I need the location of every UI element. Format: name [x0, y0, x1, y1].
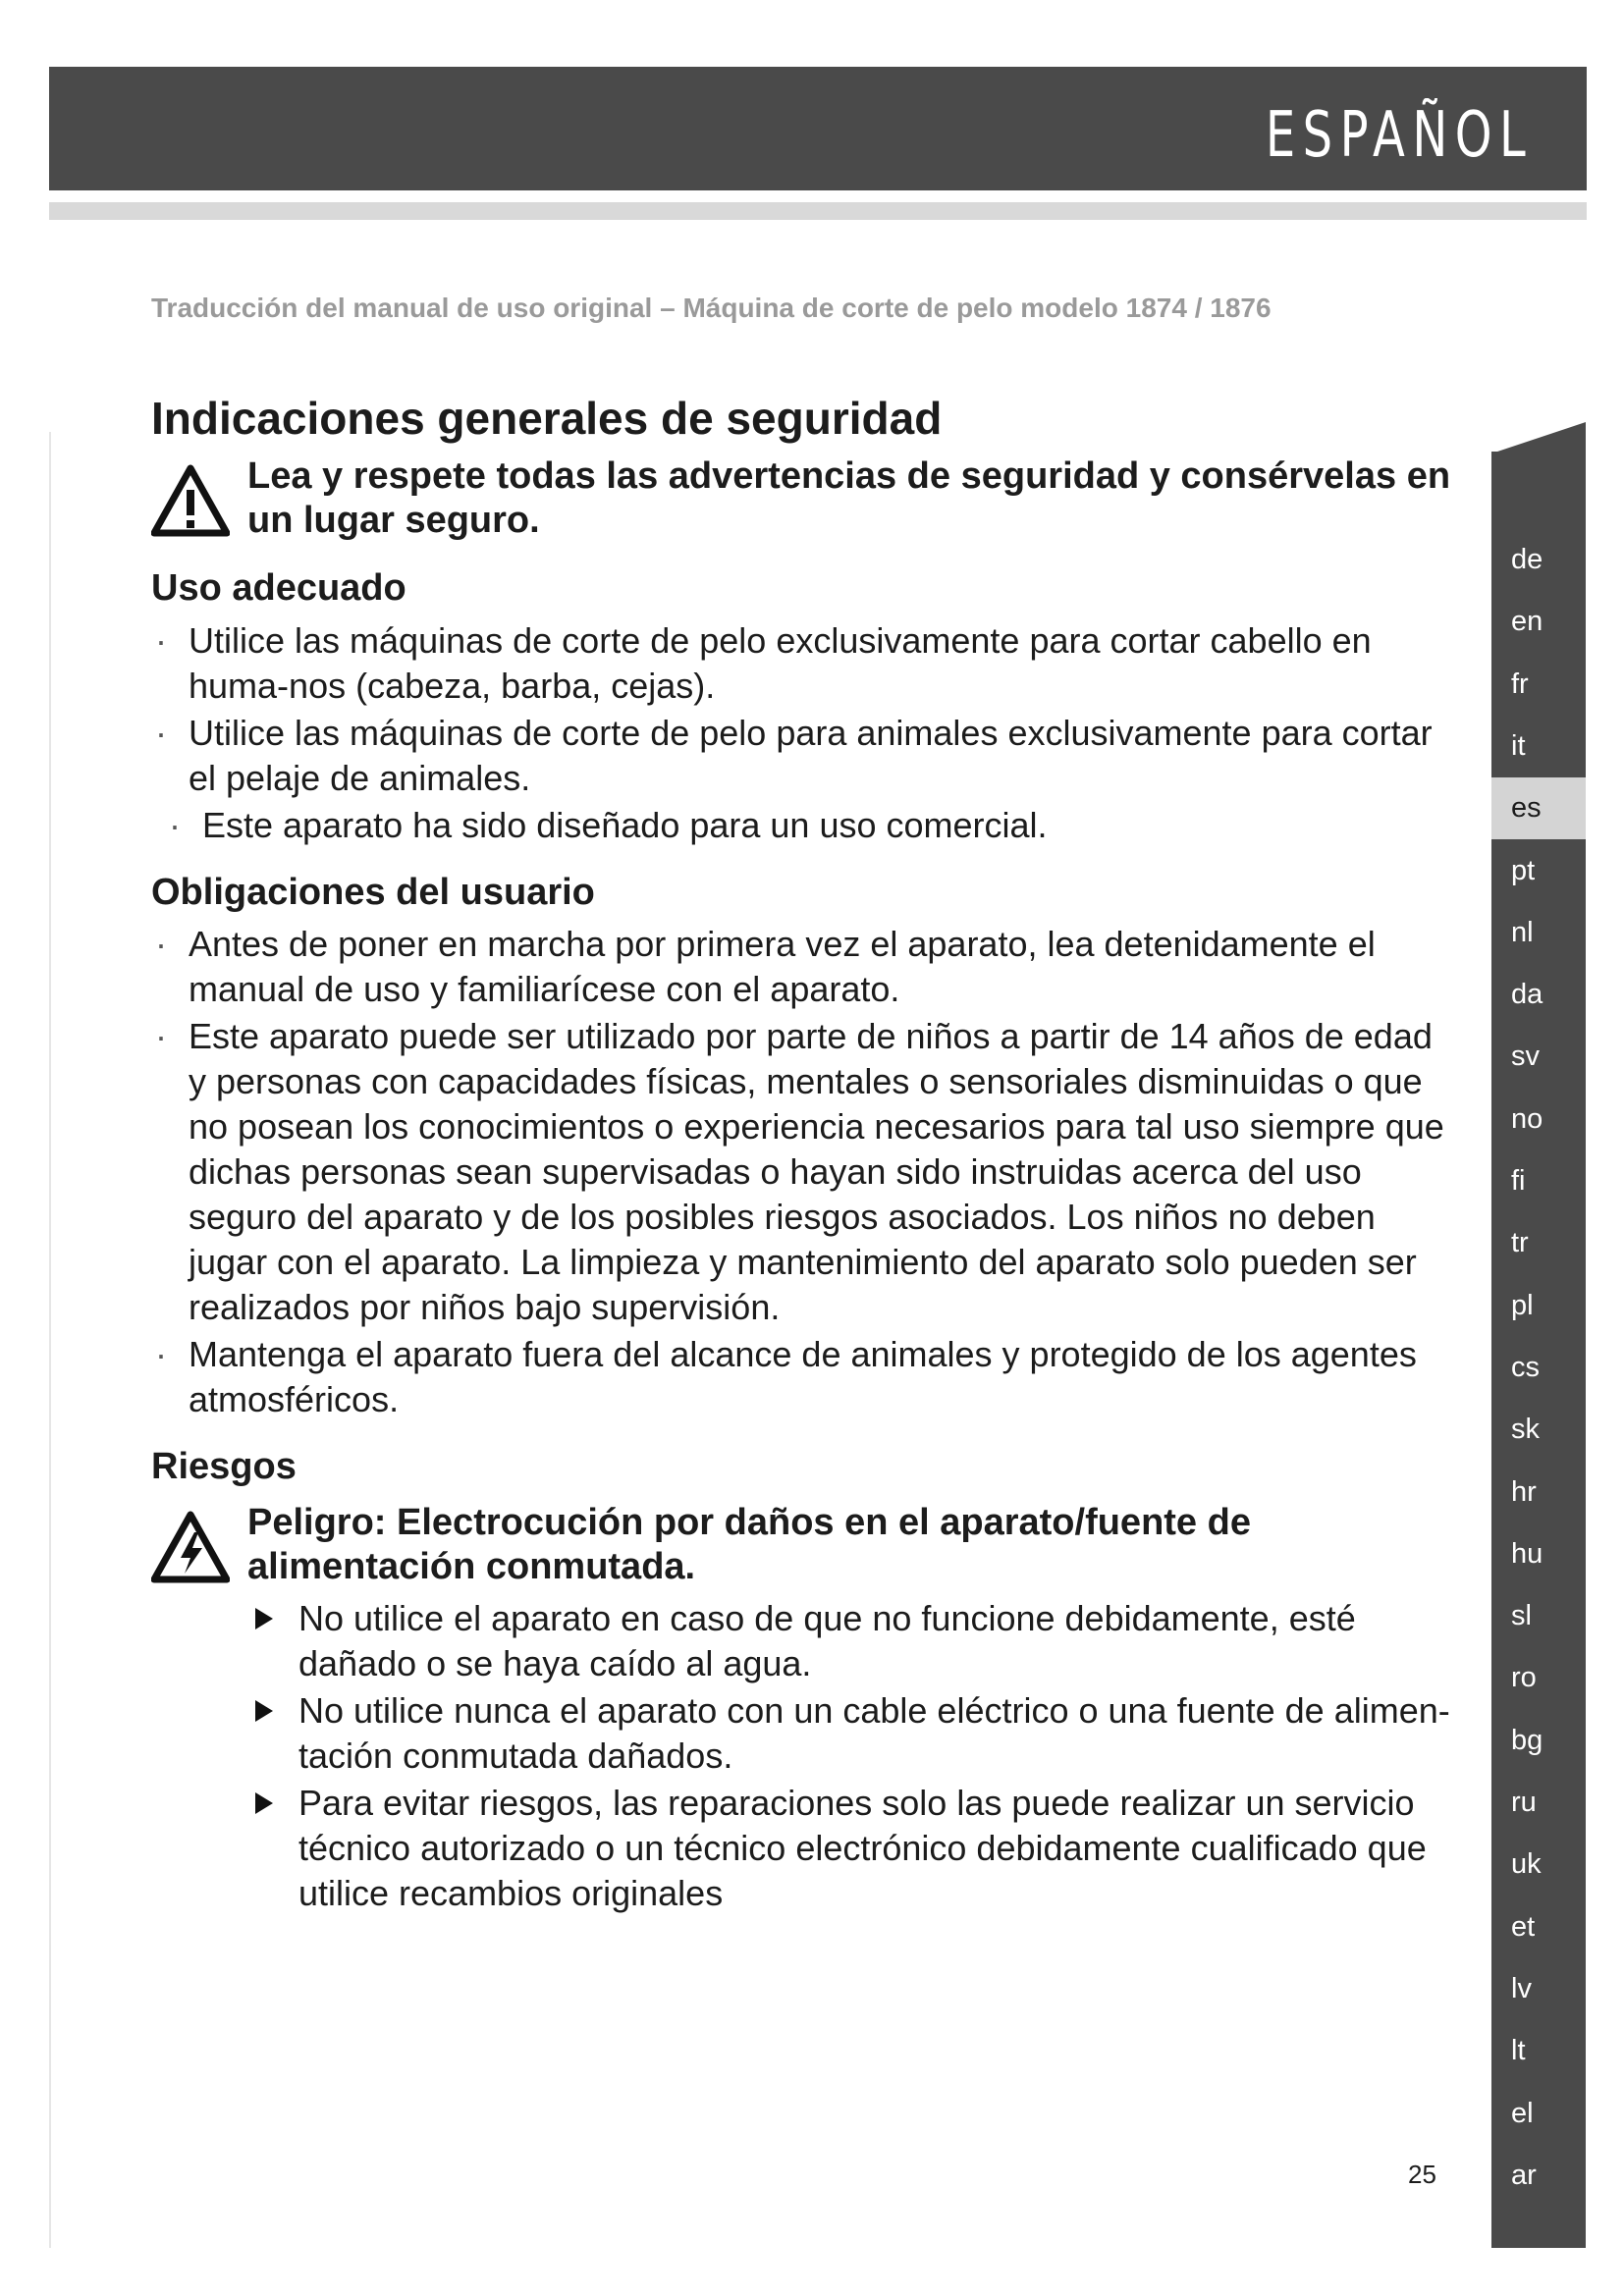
language-tab-sl[interactable]: sl — [1511, 1600, 1532, 1632]
language-tab-no[interactable]: no — [1511, 1102, 1543, 1135]
language-tab-tr[interactable]: tr — [1511, 1227, 1529, 1259]
language-tab-el[interactable]: el — [1511, 2097, 1534, 2129]
document-subtitle: Traducción del manual de uso original – Máquina de corte de pelo modelo 1874 / 1876 — [151, 293, 1272, 323]
language-tab-hr[interactable]: hr — [1511, 1475, 1537, 1508]
arrow-right-icon — [255, 1700, 273, 1722]
language-sidebar — [1491, 452, 1586, 2248]
language-tab-cs[interactable]: cs — [1511, 1351, 1540, 1383]
electric-hazard-icon — [151, 1511, 230, 1583]
language-tab-fr[interactable]: fr — [1511, 667, 1529, 700]
bullet-icon: · — [155, 712, 167, 753]
arrow-right-icon — [255, 1792, 273, 1814]
sidebar-top-wedge — [1491, 422, 1586, 454]
language-tab-ru[interactable]: ru — [1511, 1787, 1537, 1818]
language-header-title: ESPAÑOL — [1265, 99, 1533, 172]
general-warning — [151, 454, 1457, 544]
riesgos-heading: Riesgos — [151, 1446, 297, 1488]
list-item: No utilice nunca el aparato con un cable eléctrico o una fuente de alimen-tación conmutada dañados. — [247, 1688, 1457, 1779]
obligaciones-list — [151, 922, 1457, 1422]
language-tab-de[interactable]: de — [1511, 544, 1543, 575]
list-item: · Mantenga el aparato fuera del alcance de animales y protegido de los agentes atmosféricos. — [155, 1334, 1417, 1420]
language-tab-fi[interactable]: fi — [1511, 1165, 1526, 1197]
language-tab-lv[interactable]: lv — [1511, 1972, 1532, 2004]
language-tab-pt[interactable]: pt — [1511, 854, 1536, 886]
list-item: · Utilice las máquinas de corte de pelo exclusivamente para cortar cabello en huma-nos (cabeza, barba, cejas). — [155, 619, 1372, 706]
main-content — [151, 393, 1457, 1918]
language-tab-en[interactable]: en — [1511, 606, 1543, 638]
uso-heading: Uso adecuado — [151, 567, 406, 610]
list-item: No utilice el aparato en caso de que no funcione debidamente, esté dañado o se haya caído al agua. — [247, 1596, 1457, 1686]
list-item: · Utilice las máquinas de corte de pelo para animales exclusivamente para cortar el pelaje de animales. — [155, 712, 1433, 798]
language-tab-da[interactable]: da — [1511, 979, 1543, 1011]
language-tab-et[interactable]: et — [1511, 1910, 1536, 1943]
uso-list — [151, 618, 1457, 848]
language-tab-ar[interactable]: ar — [1511, 2159, 1537, 2191]
danger-text: Peligro: Electrocución por daños en el aparato/fuente de alimentación conmutada. — [247, 1501, 1251, 1588]
warning-triangle-icon — [151, 464, 230, 537]
language-tab-pl[interactable]: pl — [1511, 1289, 1534, 1321]
bullet-icon: · — [155, 1334, 167, 1375]
language-tab-sv[interactable]: sv — [1511, 1041, 1540, 1073]
page-number: 25 — [1408, 2160, 1436, 2189]
header-divider — [49, 202, 1587, 220]
language-tab-hu[interactable]: hu — [1511, 1537, 1543, 1570]
arrow-right-icon — [255, 1608, 273, 1629]
list-item: · Este aparato ha sido diseñado para un uso comercial. — [151, 803, 1457, 848]
left-margin-rule — [49, 432, 51, 2248]
section-title: Indicaciones generales de seguridad — [151, 393, 943, 444]
bullet-icon: · — [155, 619, 167, 661]
language-tab-uk[interactable]: uk — [1511, 1848, 1542, 1881]
bullet-icon: · — [155, 924, 167, 965]
language-tab-es[interactable]: es — [1491, 777, 1586, 839]
list-item: · Este aparato puede ser utilizado por parte de niños a partir de 14 años de edad y personas con capacidades físicas, mentales o sensoriales disminuidas o que no posean los conocimientos o experiencia necesarios para tal uso siempre que dichas personas sean supervisadas o hayan sido instruidas acerca del uso seguro del aparato y de los posibles riesgos asociados. Los niños no deben jugar con el aparato. La limpieza y mantenimiento del aparato solo pueden ser realizados por niños bajo supervisión. — [155, 1016, 1444, 1328]
language-tab-bg[interactable]: bg — [1511, 1724, 1543, 1756]
header-bar — [49, 67, 1587, 190]
list-item: · Antes de poner en marcha por primera vez el aparato, lea detenidamente el manual de uso y familiarícese con el aparato. — [155, 924, 1376, 1010]
language-tab-sk[interactable]: sk — [1511, 1414, 1540, 1446]
language-tab-nl[interactable]: nl — [1511, 916, 1534, 948]
bullet-icon: · — [169, 804, 181, 845]
language-tab-lt[interactable]: lt — [1511, 2035, 1526, 2067]
warning-text: Lea y respete todas las advertencias de seguridad y consérvelas en un lugar seguro. — [247, 454, 1451, 542]
riesgos-list — [247, 1596, 1457, 1916]
danger-warning — [151, 1501, 1457, 1590]
language-tab-it[interactable]: it — [1511, 729, 1526, 762]
list-item: Para evitar riesgos, las reparaciones solo las puede realizar un servicio técnico autorizado o un técnico electrónico debidamente cualificado que utilice recambios originales — [247, 1781, 1457, 1916]
obligaciones-heading: Obligaciones del usuario — [151, 871, 595, 913]
bullet-icon: · — [155, 1016, 167, 1057]
language-tab-ro[interactable]: ro — [1511, 1662, 1537, 1694]
